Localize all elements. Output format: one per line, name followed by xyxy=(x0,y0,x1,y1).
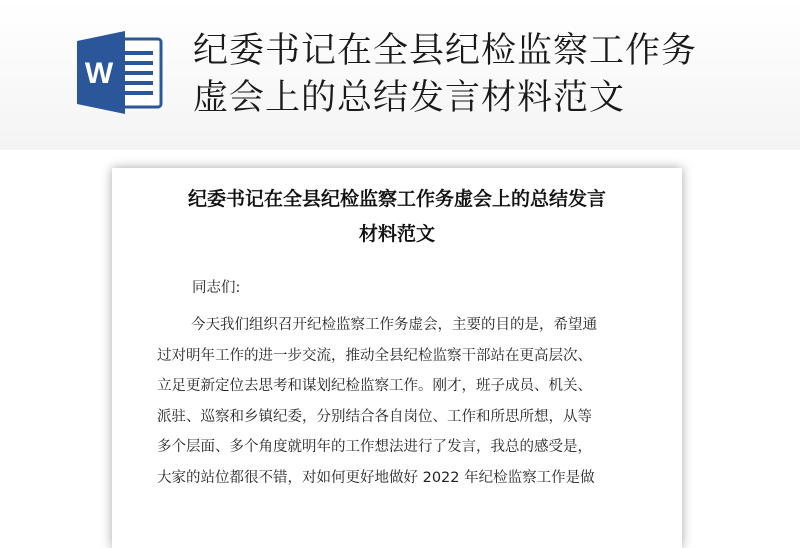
body-line: 多个层面、多个角度就明年的工作想法进行了发言，我总的感受是， xyxy=(157,439,592,455)
greeting: 同志们: xyxy=(192,280,241,296)
word-icon-letter: W xyxy=(84,57,114,90)
document-title-line-1: 纪委书记在全县纪检监察工作务虚会上的总结发言 xyxy=(187,188,606,210)
body-line: 派驻、巡察和乡镇纪委，分别结合各自岗位、工作和所思所想，从等 xyxy=(157,408,592,425)
body-line: 大家的站位都很不错，对如何更好地做好 2022 年纪检监察工作是做 xyxy=(157,469,595,486)
document-title xyxy=(132,182,662,252)
body-line: 过对明年工作的进一步交流，推动全县纪检监察干部站在更高层次、 xyxy=(157,347,592,364)
word-icon xyxy=(77,31,163,114)
body-paragraph xyxy=(157,310,647,493)
banner-title xyxy=(193,28,773,122)
banner-title-line-2: 虚会上的总结发言材料范文 xyxy=(193,78,626,118)
body-line: 今天我们组织召开纪检监察工作务虚会，主要的目的是，希望通 xyxy=(191,317,597,333)
document-page xyxy=(112,168,682,548)
document-title-line-2: 材料范文 xyxy=(358,223,435,245)
banner-title-line-1: 纪委书记在全县纪检监察工作务 xyxy=(193,31,698,71)
body-line: 立足更新定位去思考和谋划纪检监察工作。刚才，班子成员、机关、 xyxy=(157,378,592,394)
